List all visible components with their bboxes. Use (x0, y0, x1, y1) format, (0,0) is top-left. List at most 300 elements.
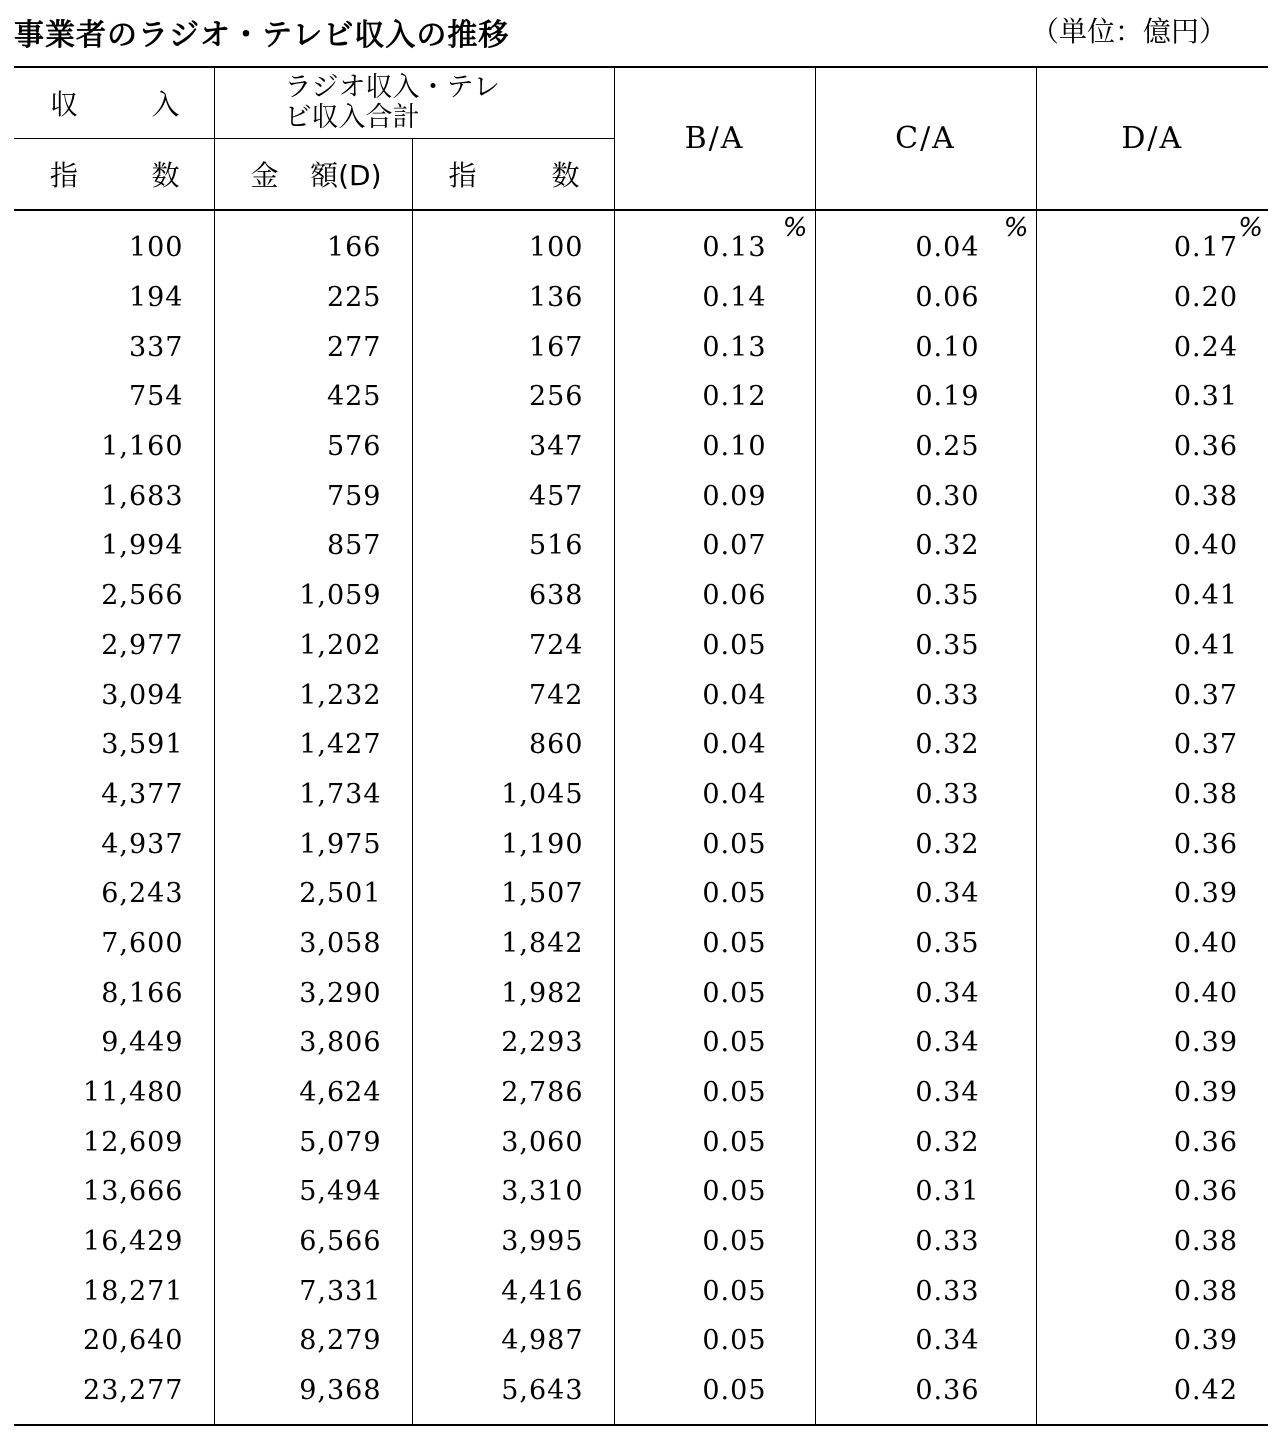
cell-value: 0.06 (915, 282, 980, 314)
header-da: D/A (1036, 67, 1268, 210)
cell-total-amount (214, 1117, 412, 1167)
cell-income-index (14, 670, 214, 720)
header-amount-char2: 額(D) (310, 159, 382, 192)
cell-value: 4,624 (299, 1077, 382, 1109)
cell-value: 516 (528, 530, 584, 562)
cell-income-index (14, 720, 214, 770)
cell-value: 5,079 (299, 1126, 382, 1158)
cell-value: 0.39 (1173, 1325, 1238, 1357)
cell-total-amount (214, 670, 412, 720)
cell-income-index (14, 869, 214, 919)
cell-ratio-ba (614, 422, 815, 472)
cell-ratio-da (1036, 422, 1268, 472)
cell-income-index (14, 1018, 214, 1068)
table-row (14, 819, 1268, 869)
cell-ratio-da (1036, 720, 1268, 770)
header-amount (214, 139, 412, 211)
cell-value: 0.17 (1173, 232, 1238, 264)
cell-ratio-ca (815, 1167, 1036, 1217)
cell-ratio-da (1036, 322, 1268, 372)
cell-value: 0.05 (702, 878, 767, 910)
cell-value: 0.13 (702, 331, 767, 363)
cell-ratio-ca (815, 621, 1036, 671)
cell-value: 0.05 (702, 1275, 767, 1307)
cell-ratio-da (1036, 273, 1268, 323)
cell-value: 742 (528, 679, 584, 711)
cell-income-index (14, 919, 214, 969)
cell-ratio-ba (614, 471, 815, 521)
cell-total-index (412, 571, 614, 621)
cell-ratio-ca (815, 919, 1036, 969)
cell-value: 0.04 (702, 778, 767, 810)
cell-value: 12,609 (83, 1126, 184, 1158)
cell-value: 0.37 (1173, 729, 1238, 761)
cell-ratio-ba (614, 919, 815, 969)
data-table (14, 66, 1268, 1426)
cell-value: 425 (326, 381, 382, 413)
cell-total-index (412, 322, 614, 372)
cell-value: 0.06 (702, 580, 767, 612)
table-row (14, 1266, 1268, 1316)
cell-total-amount (214, 571, 412, 621)
cell-value: 0.24 (1173, 331, 1238, 363)
cell-value: 1,975 (299, 828, 382, 860)
cell-value: 0.04 (702, 679, 767, 711)
cell-total-index (412, 670, 614, 720)
cell-value: 0.34 (915, 1027, 980, 1059)
cell-value: 5,494 (299, 1176, 382, 1208)
header-income-char1: 収 (50, 88, 79, 121)
cell-value: 2,566 (101, 580, 184, 612)
header-income-char2: 入 (151, 88, 180, 121)
cell-total-index (412, 720, 614, 770)
cell-total-index (412, 1167, 614, 1217)
cell-ratio-ca (815, 273, 1036, 323)
cell-value: 0.34 (915, 1325, 980, 1357)
cell-ratio-ca (815, 1117, 1036, 1167)
cell-ratio-da (1036, 919, 1268, 969)
cell-value: 0.40 (1173, 977, 1238, 1009)
cell-income-index (14, 1167, 214, 1217)
cell-value: 4,937 (101, 828, 184, 860)
table-row (14, 1018, 1268, 1068)
table-row (14, 1117, 1268, 1167)
cell-value: 0.04 (915, 232, 980, 264)
cell-ratio-ca (815, 1316, 1036, 1366)
cell-value: 3,806 (299, 1027, 382, 1059)
cell-ratio-da (1036, 819, 1268, 869)
cell-value: 0.40 (1173, 927, 1238, 959)
cell-total-amount (214, 1167, 412, 1217)
cell-ratio-ca (815, 210, 1036, 273)
cell-value: 1,190 (501, 828, 584, 860)
cell-ratio-ca (815, 968, 1036, 1018)
cell-value: 0.25 (915, 431, 980, 463)
cell-value: 6,243 (101, 878, 184, 910)
cell-value: 0.05 (702, 1126, 767, 1158)
cell-ratio-ba (614, 670, 815, 720)
cell-value: 0.13 (702, 232, 767, 264)
cell-value: 0.33 (915, 778, 980, 810)
cell-total-amount (214, 919, 412, 969)
table-row (14, 1316, 1268, 1366)
cell-value: 5,643 (501, 1375, 584, 1407)
cell-value: 0.41 (1173, 580, 1238, 612)
page-title: 事業者のラジオ・テレビ収入の推移 (14, 18, 510, 53)
cell-value: 0.33 (915, 679, 980, 711)
table-row (14, 720, 1268, 770)
cell-total-index (412, 1366, 614, 1425)
cell-value: 0.05 (702, 1176, 767, 1208)
cell-total-amount (214, 770, 412, 820)
cell-income-index (14, 1117, 214, 1167)
cell-ratio-ba (614, 1266, 815, 1316)
cell-value: 7,600 (101, 927, 184, 959)
cell-ratio-da (1036, 1266, 1268, 1316)
cell-value: 0.34 (915, 977, 980, 1009)
cell-value: 1,507 (501, 878, 584, 910)
cell-ratio-da (1036, 571, 1268, 621)
cell-ratio-ba (614, 1366, 815, 1425)
cell-value: 100 (128, 232, 184, 264)
cell-value: 0.36 (915, 1375, 980, 1407)
table-row (14, 869, 1268, 919)
cell-value: 0.31 (915, 1176, 980, 1208)
cell-value: 0.32 (915, 828, 980, 860)
cell-value: 4,987 (501, 1325, 584, 1357)
cell-value: 0.34 (915, 878, 980, 910)
cell-ratio-ca (815, 670, 1036, 720)
cell-value: 857 (326, 530, 382, 562)
cell-total-amount (214, 1316, 412, 1366)
cell-ratio-ba (614, 322, 815, 372)
cell-total-index (412, 819, 614, 869)
cell-ratio-ca (815, 1068, 1036, 1118)
cell-value: 2,977 (101, 629, 184, 661)
cell-ratio-ba (614, 1117, 815, 1167)
cell-ratio-ba (614, 621, 815, 671)
cell-ratio-ca (815, 372, 1036, 422)
data-table-container (14, 66, 1268, 1426)
cell-value: 0.04 (702, 729, 767, 761)
cell-value: 0.10 (915, 331, 980, 363)
cell-total-index (412, 919, 614, 969)
cell-total-amount (214, 372, 412, 422)
cell-value: 0.07 (702, 530, 767, 562)
cell-ratio-ca (815, 720, 1036, 770)
cell-value: 9,368 (299, 1375, 382, 1407)
table-row (14, 571, 1268, 621)
cell-value: 0.38 (1173, 778, 1238, 810)
cell-ratio-ba (614, 968, 815, 1018)
cell-value: 1,994 (101, 530, 184, 562)
cell-total-index (412, 273, 614, 323)
cell-value: 0.32 (915, 1126, 980, 1158)
table-body (14, 210, 1268, 1425)
table-row (14, 670, 1268, 720)
cell-value: 0.39 (1173, 878, 1238, 910)
table-row (14, 1217, 1268, 1267)
cell-total-index (412, 422, 614, 472)
cell-income-index (14, 322, 214, 372)
header-total-index-char2: 数 (551, 159, 580, 192)
cell-value: 1,734 (299, 778, 382, 810)
cell-value: 0.35 (915, 927, 980, 959)
cell-value: 0.38 (1173, 480, 1238, 512)
cell-ratio-ba (614, 273, 815, 323)
table-row (14, 322, 1268, 372)
header-index-char2: 数 (151, 159, 180, 192)
cell-total-index (412, 1217, 614, 1267)
cell-value: 0.36 (1173, 1176, 1238, 1208)
cell-total-amount (214, 720, 412, 770)
cell-income-index (14, 422, 214, 472)
cell-value: 1,683 (101, 480, 184, 512)
cell-value: 0.12 (702, 381, 767, 413)
cell-value: 1,160 (101, 431, 184, 463)
cell-total-amount (214, 1018, 412, 1068)
cell-total-amount (214, 322, 412, 372)
cell-value: 7,331 (299, 1275, 382, 1307)
cell-value: 0.42 (1173, 1375, 1238, 1407)
cell-value: 0.20 (1173, 282, 1238, 314)
cell-total-index (412, 869, 614, 919)
cell-total-index (412, 372, 614, 422)
cell-value: 3,094 (101, 679, 184, 711)
cell-value: 0.35 (915, 580, 980, 612)
cell-income-index (14, 471, 214, 521)
cell-ratio-ca (815, 422, 1036, 472)
cell-ratio-ca (815, 1018, 1036, 1068)
cell-total-amount (214, 1266, 412, 1316)
cell-total-index (412, 621, 614, 671)
cell-value: 0.30 (915, 480, 980, 512)
cell-value: 0.41 (1173, 629, 1238, 661)
cell-ratio-ca (815, 869, 1036, 919)
cell-value: 0.33 (915, 1226, 980, 1258)
cell-ratio-da (1036, 1117, 1268, 1167)
cell-value: 1,045 (501, 778, 584, 810)
cell-ratio-ca (815, 471, 1036, 521)
cell-value: 4,416 (501, 1275, 584, 1307)
cell-value: 860 (528, 729, 584, 761)
cell-value: 0.05 (702, 977, 767, 1009)
cell-ratio-ba (614, 571, 815, 621)
cell-ratio-da (1036, 621, 1268, 671)
header-sum-line2: ビ収入合計 (284, 102, 420, 133)
cell-value: 3,290 (299, 977, 382, 1009)
cell-total-amount (214, 273, 412, 323)
header-radio-tv-total (214, 67, 614, 139)
cell-value: 0.05 (702, 1077, 767, 1109)
cell-total-amount (214, 621, 412, 671)
cell-total-amount (214, 869, 412, 919)
cell-total-amount (214, 1217, 412, 1267)
cell-value: 3,310 (501, 1176, 584, 1208)
cell-value: 0.39 (1173, 1077, 1238, 1109)
cell-value: 0.31 (1173, 381, 1238, 413)
cell-income-index (14, 521, 214, 571)
cell-ratio-da (1036, 521, 1268, 571)
cell-value: 3,591 (101, 729, 184, 761)
header-index-char1: 指 (50, 159, 79, 192)
cell-income-index (14, 372, 214, 422)
cell-ratio-ca (815, 1266, 1036, 1316)
cell-value: 8,279 (299, 1325, 382, 1357)
cell-total-amount (214, 1068, 412, 1118)
cell-income-index (14, 273, 214, 323)
cell-total-index (412, 1068, 614, 1118)
table-row (14, 372, 1268, 422)
cell-ratio-ca (815, 521, 1036, 571)
cell-value: 0.36 (1173, 431, 1238, 463)
cell-value: 167 (528, 331, 584, 363)
cell-income-index (14, 210, 214, 273)
cell-value: 11,480 (83, 1077, 184, 1109)
cell-ratio-ca (815, 1217, 1036, 1267)
cell-value: 2,501 (299, 878, 382, 910)
cell-ratio-da (1036, 869, 1268, 919)
cell-ratio-ca (815, 571, 1036, 621)
cell-value: 0.05 (702, 1027, 767, 1059)
cell-value: 0.37 (1173, 679, 1238, 711)
cell-total-index (412, 1117, 614, 1167)
cell-value: 457 (528, 480, 584, 512)
cell-value: 23,277 (83, 1375, 184, 1407)
cell-total-index (412, 1018, 614, 1068)
percent-mark: % (782, 213, 809, 243)
cell-value: 576 (326, 431, 382, 463)
header-sum-line1: ラジオ収入・テレ (284, 72, 500, 103)
cell-value: 225 (326, 282, 382, 314)
cell-ratio-ba (614, 1167, 815, 1217)
cell-value: 638 (528, 580, 584, 612)
cell-value: 9,449 (101, 1027, 184, 1059)
cell-income-index (14, 1217, 214, 1267)
percent-mark: % (1003, 213, 1030, 243)
table-row (14, 621, 1268, 671)
cell-value: 347 (528, 431, 584, 463)
cell-total-index (412, 1266, 614, 1316)
header-ca: C/A (815, 67, 1036, 210)
cell-value: 0.14 (702, 282, 767, 314)
cell-ratio-da (1036, 1167, 1268, 1217)
cell-ratio-ba (614, 372, 815, 422)
cell-value: 20,640 (83, 1325, 184, 1357)
cell-total-amount (214, 819, 412, 869)
cell-value: 0.05 (702, 1375, 767, 1407)
cell-total-amount (214, 521, 412, 571)
cell-total-index (412, 471, 614, 521)
cell-value: 100 (528, 232, 584, 264)
cell-ratio-ca (815, 1366, 1036, 1425)
cell-value: 194 (128, 282, 184, 314)
cell-ratio-ba (614, 210, 815, 273)
cell-total-index (412, 521, 614, 571)
cell-value: 0.34 (915, 1077, 980, 1109)
cell-value: 724 (528, 629, 584, 661)
cell-income-index (14, 968, 214, 1018)
cell-income-index (14, 571, 214, 621)
cell-value: 0.39 (1173, 1027, 1238, 1059)
cell-value: 2,786 (501, 1077, 584, 1109)
cell-value: 0.05 (702, 1325, 767, 1357)
cell-value: 754 (128, 381, 184, 413)
header-income-index (14, 139, 214, 211)
cell-income-index (14, 770, 214, 820)
table-row (14, 1068, 1268, 1118)
cell-ratio-ba (614, 770, 815, 820)
cell-value: 13,666 (83, 1176, 184, 1208)
cell-income-index (14, 819, 214, 869)
cell-value: 0.05 (702, 927, 767, 959)
header-income (14, 67, 214, 139)
cell-ratio-ba (614, 1018, 815, 1068)
cell-value: 0.09 (702, 480, 767, 512)
cell-income-index (14, 1068, 214, 1118)
cell-value: 0.40 (1173, 530, 1238, 562)
cell-value: 16,429 (83, 1226, 184, 1258)
cell-ratio-ba (614, 819, 815, 869)
cell-total-index (412, 1316, 614, 1366)
cell-value: 1,427 (299, 729, 382, 761)
cell-income-index (14, 621, 214, 671)
cell-total-amount (214, 968, 412, 1018)
cell-total-amount (214, 471, 412, 521)
cell-value: 0.32 (915, 530, 980, 562)
table-row (14, 1366, 1268, 1425)
cell-income-index (14, 1316, 214, 1366)
table-row (14, 471, 1268, 521)
cell-total-index (412, 968, 614, 1018)
cell-ratio-ca (815, 770, 1036, 820)
cell-total-amount (214, 210, 412, 273)
cell-ratio-ba (614, 521, 815, 571)
cell-value: 0.36 (1173, 828, 1238, 860)
cell-value: 1,059 (299, 580, 382, 612)
cell-ratio-ba (614, 720, 815, 770)
cell-value: 136 (528, 282, 584, 314)
cell-ratio-da (1036, 968, 1268, 1018)
cell-ratio-da (1036, 372, 1268, 422)
header-total-index (412, 139, 614, 211)
cell-value: 0.05 (702, 828, 767, 860)
cell-value: 0.05 (702, 1226, 767, 1258)
cell-ratio-da (1036, 1316, 1268, 1366)
cell-ratio-da (1036, 1217, 1268, 1267)
header-ba: B/A (614, 67, 815, 210)
cell-value: 1,982 (501, 977, 584, 1009)
cell-ratio-da (1036, 471, 1268, 521)
cell-income-index (14, 1366, 214, 1425)
cell-ratio-ba (614, 1217, 815, 1267)
cell-value: 18,271 (83, 1275, 184, 1307)
cell-value: 337 (128, 331, 184, 363)
table-row (14, 1167, 1268, 1217)
cell-ratio-ba (614, 869, 815, 919)
cell-value: 4,377 (101, 778, 184, 810)
cell-ratio-ca (815, 322, 1036, 372)
cell-ratio-da (1036, 210, 1268, 273)
table-row (14, 422, 1268, 472)
cell-income-index (14, 1266, 214, 1316)
cell-value: 0.05 (702, 629, 767, 661)
cell-ratio-da (1036, 1018, 1268, 1068)
cell-ratio-ba (614, 1068, 815, 1118)
header-amount-char1: 金 (250, 159, 279, 192)
cell-value: 0.35 (915, 629, 980, 661)
unit-label: （単位：億円） (1030, 15, 1227, 48)
